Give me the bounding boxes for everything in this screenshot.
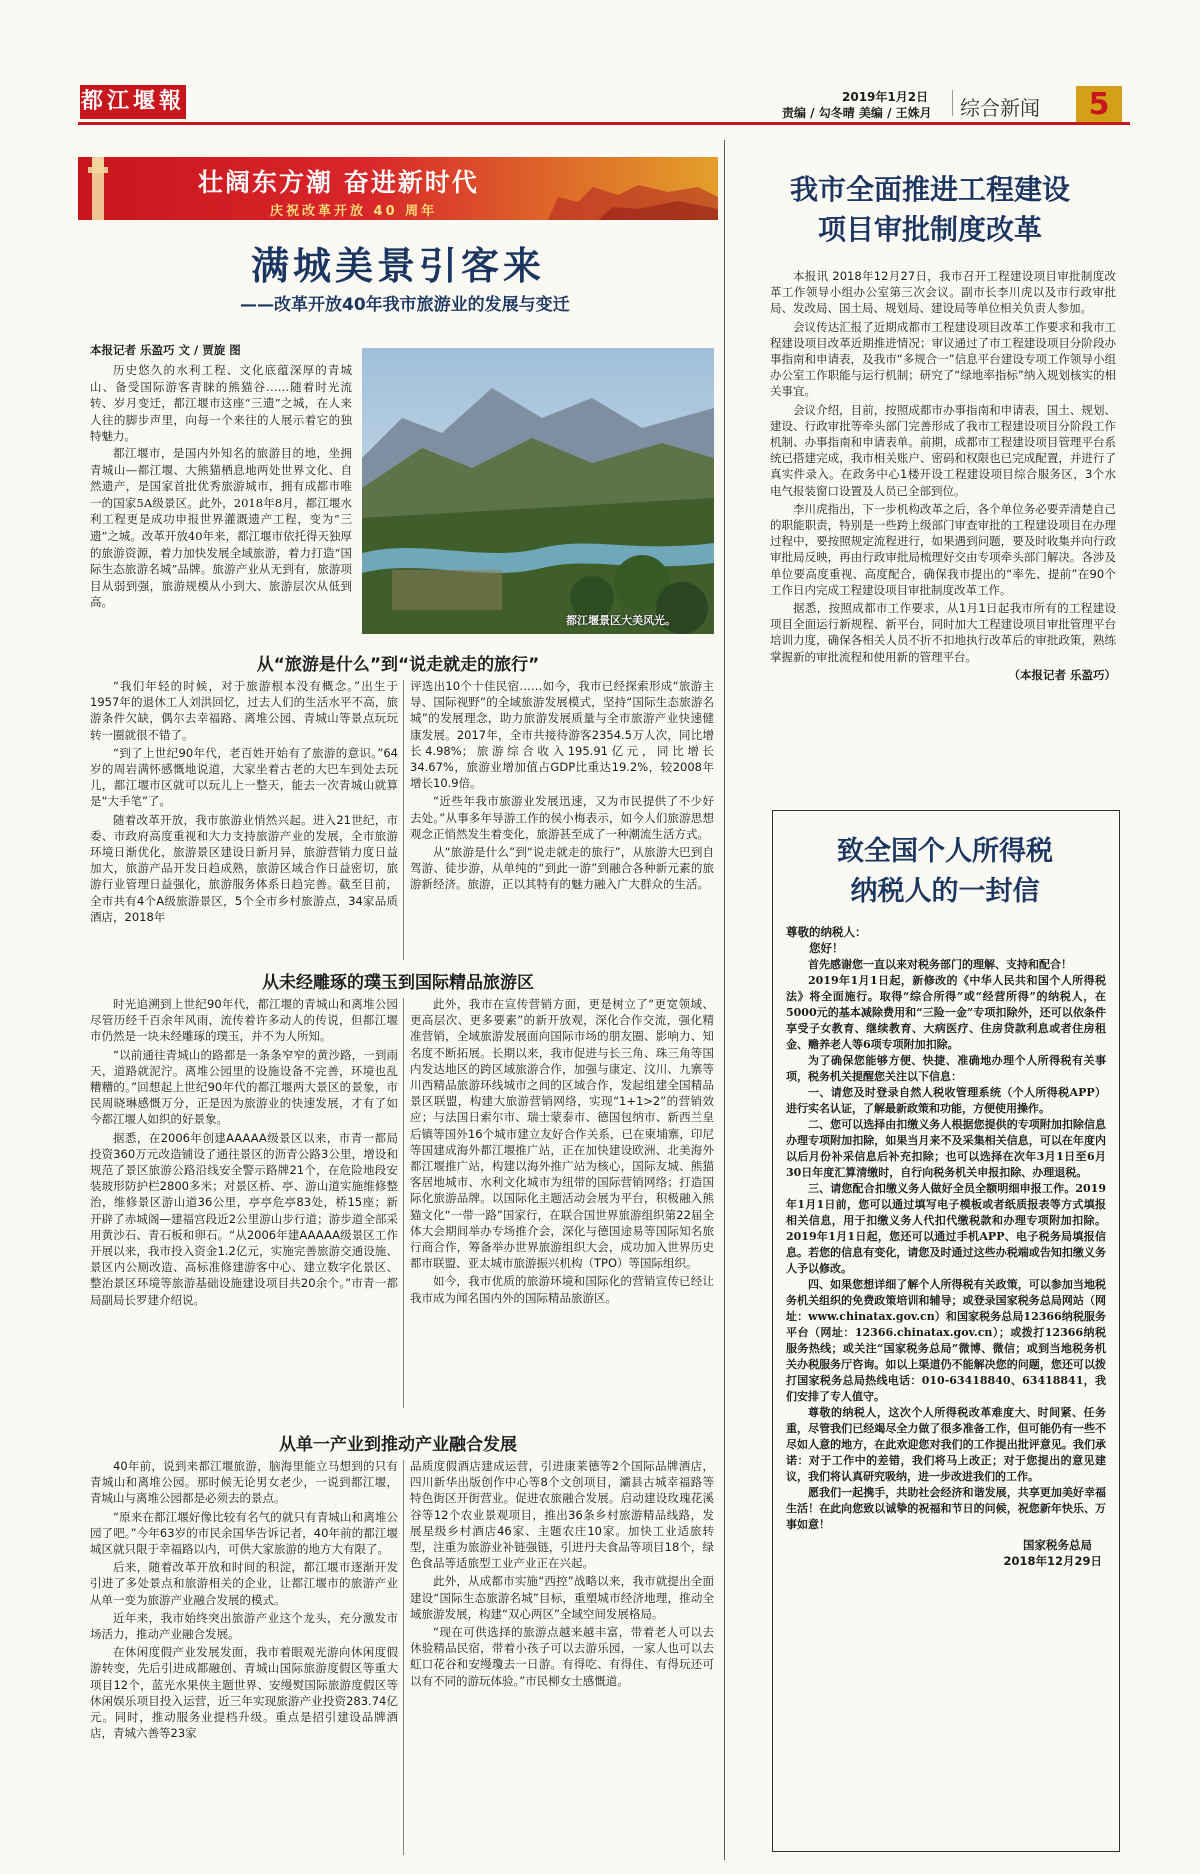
- issue-date: 2019年1月2日: [842, 90, 929, 104]
- paragraph: 李川虎指出，下一步机构改革之后，各个单位务必要弄清楚自己的职能职责，特别是一些跨上级部门审查审批的工程建设项目在办理过程中，要按照规定流程进行，如果遇到问题，要及时收集并向行政审批局反映，再由行政审批局梳理好交由专项牵头部门解决。各涉及单位要高度重视、高度配合，确保我市提出的“率先、提前”在90个工作日内完成工程建设项目审批制度改革工作。: [770, 501, 1116, 597]
- approval-headline-line2: 项目审批制度改革: [817, 213, 1042, 246]
- editors-credit: 责编 / 勾冬晴 美编 / 王姝月: [782, 106, 932, 120]
- banner-subtitle: 庆祝改革开放 40 周年: [270, 204, 438, 219]
- section-1-title: 从“旅游是什么”到“说走就走的旅行”: [256, 655, 540, 675]
- section-2-col2: [410, 996, 714, 1308]
- paragraph: 2019年1月1日起，新修改的《中华人民共和国个人所得税法》将全面施行。取得“综合所得”或“经营所得”的纳税人，在5000元的基本减除费用和“三险一金”专项扣除外，还可以依条件享受子女教育、继续教育、大病医疗、住房贷款利息或者住房租金、赡养老人等6项专项附加扣除。: [786, 973, 1106, 1051]
- feature-byline: 本报记者 乐盈巧 文 / 贾旋 图: [90, 343, 241, 357]
- tax-sign-date: 2018年12月29日: [1003, 1553, 1102, 1568]
- approval-article: [770, 268, 1116, 683]
- section-title: 综合新闻: [960, 96, 1040, 120]
- tax-headline-line1: 致全国个人所得税: [837, 836, 1053, 867]
- paragraph: 四、如果您想详细了解个人所得税有关政策，可以参加当地税务机关组织的免费政策培训和辅导；或登录国家税务总局网站（网址：www.chinatax.gov.cn）和国家税务总局12366纳税服务平台（网址：12366.chinatax.gov.cn）；或拨打12366纳税服务热线；或关注“国家税务总局”微博、微信；或到当地税务机关办税服务厅咨询。如以上渠道仍不能解决您的问题，您还可以拨打国家税务总局热线电话：010-63418840、63418841，我们安排了专人值守。: [786, 1277, 1106, 1403]
- paragraph: 近年来，我市始终突出旅游产业这个龙头，充分激发市场活力，推动产业融合发展。: [90, 1610, 398, 1642]
- paragraph: “我们年轻的时候，对于旅游根本没有概念。”出生于1957年的退休工人刘洪回忆，过去人们的生活水平不高，旅游条件欠缺，偶尔去幸福路、离堆公园、青城山等景点玩玩转一圈就很不错了。: [90, 679, 398, 742]
- tax-signature: 国家税务总局: [1023, 1537, 1092, 1552]
- tax-salutation: 尊敬的纳税人：: [786, 925, 867, 939]
- tax-headline-line2: 纳税人的一封信: [850, 876, 1040, 907]
- paragraph: 为了确保您能够方便、快捷、准确地办理个人所得税有关事项，税务机关提醒您关注以下信息：: [786, 1053, 1106, 1083]
- lead-paragraph: 都江堰市，是国内外知名的旅游目的地，坐拥青城山—都江堰、大熊猫栖息地两处世界文化、自然遗产，是国家首批优秀旅游城市，拥有成都市唯一的国家5A级景区。此外，2018年8月，都江堰水利工程更是成功申报世界灌溉遗产工程，变为“三遗”之城。改革开放40年来，都江堰市依托得天独厚的旅游资源，着力加快发展全域旅游，着力打造“国际生态旅游名城”品牌。旅游产业从无到有，旅游项目从弱到强，旅游规模从小到大、旅游层次从低到高。: [90, 445, 353, 610]
- section-2-title: 从未经雕琢的璞玉到国际精品旅游区: [262, 973, 534, 993]
- paragraph: “到了上世纪90年代，老百姓开始有了旅游的意识。”64岁的周岩满怀感慨地说道，大家坐着古老的大巴车到处去玩儿，都江堰市区就可以玩儿上一整天，能去一次青城山就算是“大手笔”了。: [90, 745, 398, 809]
- paragraph: 在休闲度假产业发展发面，我市着眼观光游向休闲度假游转变，先后引进成都融创、青城山国际旅游度假区等重大项目12个，蓝光水果侠主题世界、安缦熨国际旅游度假区等休闲娱乐项目投入运营，近三年实现旅游产业投资283.74亿元。同时，推动服务业提档升级。重点是招引建设品牌酒店，青城六善等23家: [90, 1645, 398, 1741]
- paragraph: 评选出10个十佳民宿……如今，我市已经探索形成“旅游主导、国际视野”的全域旅游发展模式，坚持“国际生态旅游名城”的发展理念，助力旅游发展质量与全市旅游产业快速健康发展。2017年，全市共接待游客2354.5万人次，同比增长4.98%；旅游综合收入195.91亿元，同比增长34.67%，旅游业增加值占GDP比重达19.2%，较2008年增长10.9倍。: [410, 679, 714, 791]
- paragraph: 40年前，说到来都江堰旅游，脑海里能立马想到的只有青城山和离堆公园。那时候无论男女老少，一说到都江堰，青城山与离堆公园都是必须去的景点。: [90, 1459, 398, 1506]
- tax-letter-headline: [772, 832, 1118, 912]
- section-2-col1: [90, 996, 398, 1310]
- paragraph: 此外，我市在宣传营销方面，更是树立了“更宽领域、更高层次、更多要素”的新开放观，深化合作交流，强化精准营销，全域旅游发展面向国际市场的朋友圈、影响力、知名度不断拓展。长期以来，我市促进与长三角、珠三角等国内发达地区的跨区域旅游合作，加强与康定、汶川、九寨等川西精品旅游环线城市之间的区域合作，发起组建全国精品景区联盟，构建大旅游营销网络，实现“1+1>2”的营销效应；与法国日索尔市、瑞士蒙泰市、德国包纳市、新西兰皇后镇等国外16个城市建立友好合作关系，已在柬埔寨，印尼等国建成海外都江堰推广站，正在加快建设欧洲、北美海外都江堰推广站，构建以海外推广站为核心，国际友城、熊猫客居地城市、水利文化城市为纽带的国际营销网络；打造国际化旅游品牌。以国际化主题活动会展为平台，积极融入熊猫文化“一带一路”国家行，在联合国世界旅游组织第22届全体大会期间举办专场推介会，深化与德国途易等国际知名旅行商合作，筹备举办世界旅游组织大会，成功加入世界历史都市联盟、亚太城市旅游振兴机构（TPO）等国际组织。: [410, 997, 714, 1271]
- paragraph: “现在可供选择的旅游点越来越丰富，带着老人可以去休验精品民宿，带着小孩子可以去游乐园，一家人也可以去虹口花谷和安缦瓊去一日游。有得吃、有得住、有得玩还可以有不同的游玩体验。”市民柳女士感慨道。: [410, 1625, 714, 1688]
- paragraph: 二、您可以选择由扣缴义务人根据您提供的专项附加扣除信息办理专项附加扣除，如果当月来不及采集相关信息，可以在年度内以后月份补采信息后补充扣除；也可以选择在次年3月1日至6月30日年度汇算清缴时，自行向税务机关申报扣除、办理退税。: [786, 1117, 1106, 1179]
- paragraph: “以前通往青城山的路都是一条条窄窄的黄沙路，一到雨天，道路就泥泞。离堆公园里的设施设备不完善，环境也乱糟糟的。”回想起上世纪90年代的都江堰两大景区的景象，市民周晓琳感慨万分，正是因为旅游业的快速发展，才有了如今都江堰人如织的好景象。: [90, 1047, 398, 1127]
- page-divider: [724, 140, 725, 1860]
- paragraph: 如今，我市优质的旅游环境和国际化的营销宣传已经让我市成为闻名国内外的国际精品旅游区。: [410, 1274, 714, 1305]
- scenic-photo: [362, 348, 714, 634]
- paragraph: 会议传达汇报了近期成都市工程建设项目改革工作要求和我市工程建设项目改革近期推进情况；审议通过了市工程建设项目分阶段办事指南和申请表，及我市“多规合一”信息平台建设专项工作领导小组办公室工作职能与运行机制；研究了“绿地率指标”纳入规划核实的相关事宜。: [770, 319, 1116, 399]
- paragraph: 尊敬的纳税人，这次个人所得税改革难度大、时间紧、任务重，尽管我们已经竭尽全力做了很多准备工作，但可能仍有一些不尽如人意的地方，在此欢迎您对我们的工作提出批评意见。我们承诺：对于工作中的差错，我们将马上改正；对于您提出的意见建议，我们将认真研究吸纳，进一步改进我们的工作。: [786, 1405, 1106, 1483]
- paragraph: “原来在都江堰好像比较有名气的就只有青城山和离堆公园了吧。”今年63岁的市民余国华告诉记者，40年前的都江堰城区就只限于幸福路以内，可供大家旅游的地方大有限了。: [90, 1509, 398, 1557]
- column-divider: [403, 680, 404, 960]
- column-divider: [403, 1460, 404, 1855]
- paragraph: 后来，随着改革开放和时间的积淀，都江堰市逐渐开发引进了多处景点和旅游相关的企业，让都江堰市的旅游产业从单一变为旅游产业融合发展的模式。: [90, 1560, 398, 1607]
- paragraph: 会议介绍，目前，按照成都市办事指南和申请表，国土、规划、建设、行政审批等牵头部门完善形成了我市工程建设项目分阶段工作机制、办事指南和申请表单。前期，成都市工程建设项目管理平台系统已搭建完成，我市相关账户、密码和权限也已完成配置，并进行了真实件录入。在政务中心1楼开设工程建设项目综合服务区，3个水电气报装窗口设置及人员已全部到位。: [770, 402, 1116, 498]
- tax-letter-body: [786, 924, 1106, 1569]
- lead-paragraph: 历史悠久的水利工程、文化底蕴深厚的青城山、备受国际游客青睐的熊猫谷……随着时光流转、岁月变迁，都江堰市这座“三遗”之城，在人来人往的脚步声里，向每一个来往的人展示着它的独特魅力。: [90, 363, 352, 444]
- newspaper-logo: 都江堰報: [80, 85, 186, 119]
- column-divider: [403, 998, 404, 1408]
- photo-caption: 都江堰景区大美风光。: [566, 614, 676, 627]
- header-rule: [78, 122, 1130, 125]
- paragraph: 愿我们一起携手，共助社会经济和谐发展，共享更加美好幸福生活！在此向您致以诚挚的祝福和节日的问候，祝您新年快乐、万事如意！: [786, 1485, 1106, 1531]
- paragraph: “近些年我市旅游业发展迅速，又为市民提供了不少好去处。”从事多年导游工作的侯小梅表示，如今人们旅游思想观念正悄然发生着变化，旅游甚至成了一种潮流生活方式。: [410, 794, 714, 841]
- paragraph: 品质度假酒店建成运营，引进康莱德等2个国际品牌酒店，四川新华出版创作中心等8个文创项目，灞县古城幸福路等特色街区开街营业。促进农旅融合发展。启动建设玫瑰花溪谷等12个农业景观项目，推出36条乡村旅游精品线路，发展星级乡村酒店46家、主题农庄10家。加快工业适旅转型，注重为旅游业补链强链，引进丹夫食品等项目18个，绿色食品等适旅型工业产业正在兴起。: [410, 1459, 714, 1571]
- paragraph: 据悉，在2006年创建AAAAA级景区以来，市青一都局投资360万元改造铺设了通往景区的沥青公路3公里，增设和规范了景区旅游公路沿线安全警示路牌21个，在危险地段安装玻形防护栏2800多米；对景区桥、亭、游山道实施维修整治，维修景区游山道36公里，亭亭危亭83处，桥15座；新开辟了赤城阁—建福宫段近2公里游山步行道；游步道全部采用黄沙石、青石板和卵石。“从2006年建AAAAA级景区工作开展以来，我市投入资金1.2亿元，实施完善旅游交通设施、景区内公厕改造、高标准修建游客中心、建立数字化景区、整治景区环境等旅游基础设施建设项目共20余个。”市青一都局副局长罗建介绍说。: [90, 1130, 398, 1307]
- feature-headline: 满城美景引客来: [250, 243, 545, 288]
- banner-title: 壮阔东方潮 奋进新时代: [198, 168, 479, 197]
- paragraph: 首先感谢您一直以来对税务部门的理解、支持和配合！: [808, 957, 1072, 971]
- paragraph: 本报讯 2018年12月27日，我市召开工程建设项目审批制度改革工作领导小组办公室第三次会议。副市长李川虎以及市行政审批局、发改局、国土局、规划局、建设局等单位相关负责人参加。: [770, 269, 1116, 316]
- page-number: 5: [1076, 86, 1122, 124]
- section-3-col1: [90, 1458, 398, 1743]
- approval-headline: [740, 170, 1120, 250]
- paragraph: 此外，从成都市实施“西控”战略以来，我市就提出全面建设“国际生态旅游名城”目标，重塑城市经济地理，推动全域旅游发展，构建“双心两区”全域空间发展格局。: [410, 1574, 714, 1621]
- approval-headline-line1: 我市全面推进工程建设: [789, 173, 1070, 206]
- paragraph: 三、请您配合扣缴义务人做好全员全额明细申报工作。2019年1月1日前，您可以通过填写电子模板或者纸质报表等方式填报相关信息，用于扣缴义务人代扣代缴税款和办理专项附加扣除。2019年1月1日起，您还可以通过手机APP、电子税务局填报信息。若您的信息有变化，请您及时通过这些办税端或告知扣缴义务人予以修改。: [786, 1181, 1106, 1275]
- paragraph: 时光追溯到上世纪90年代，都江堰的青城山和离堆公园尽管历经千百余年风雨，流传着许多动人的传说，但都江堰市仍然是一块未经雕琢的璞玉，并不为人所知。: [90, 997, 398, 1044]
- paragraph: 随着改革开放，我市旅游业悄然兴起。进入21世纪，市委、市政府高度重视和大力支持旅游产业的发展，全市旅游环境日渐优化，旅游景区建设日新月异，旅游营销力度日益加大，旅游产品开发日趋成熟，旅游区域合作日益密切，旅游行业管理日益强化，旅游服务体系日趋完善。截至目前，全市共有4个A级旅游景区，5个全市乡村旅游点，34家品质酒店，2018年: [90, 812, 398, 924]
- section-3-col2: [410, 1458, 714, 1691]
- paragraph: 一、请您及时登录自然人税收管理系统（个人所得税APP）进行实名认证，了解最新政策和功能，方便使用操作。: [786, 1085, 1106, 1115]
- paragraph: 从“旅游是什么”到“说走就走的旅行”，从旅游大巴到自驾游、徒步游，从单纯的“到此一游”到融合各种新元素的旅游新经济。旅游，正以其特有的魅力融入广大群众的生活。: [410, 845, 714, 892]
- tax-greeting: 您好！: [809, 941, 844, 955]
- approval-credit: （本报记者 乐盈巧）: [1008, 667, 1116, 682]
- feature-subheadline: ——改革开放40年我市旅游业的发展与变迁: [240, 295, 570, 315]
- header-divider: [952, 90, 953, 116]
- feature-lead: [90, 362, 352, 611]
- section-1-col1: [90, 678, 398, 927]
- section-3-title: 从单一产业到推动产业融合发展: [279, 1435, 517, 1455]
- paragraph: 据悉，按照成都市工作要求，从1月1日起我市所有的工程建设项目全面运行新规程、新平台，同时加大工程建设项目审批管理平台培训力度，确保各相关人员不折不扣地执行改革后的审批政策，熟练掌握新的审批流程和使用新的管理平台。: [770, 601, 1116, 664]
- section-1-col2: [410, 678, 714, 895]
- landscape-image-icon: [362, 348, 714, 634]
